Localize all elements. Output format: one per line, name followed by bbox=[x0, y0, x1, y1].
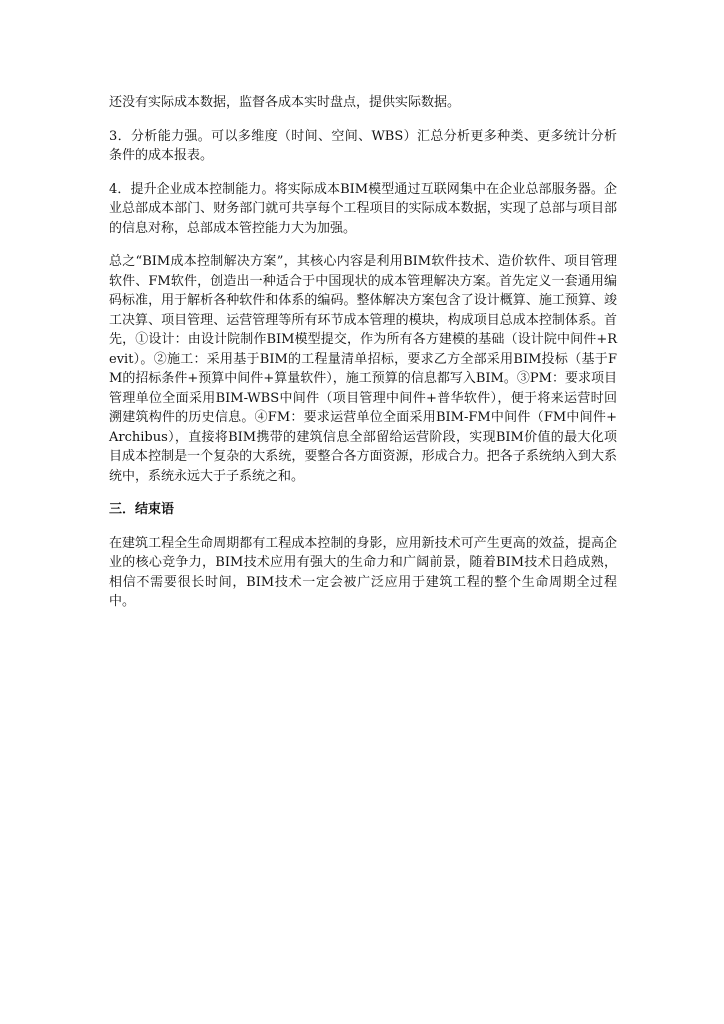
paragraph-summary: 总之“BIM成本控制解决方案”，其核心内容是利用BIM软件技术、造价软件、项目管理软件、FM软件，创造出一种适合于中国现状的成本管理解决方案。首先定义一套通用编码标准，用于解析各种软件和体系的编码。整体解决方案包含了设计概算、施工预算、竣工决算、项目管理、运营管理等所有环节成本管理的模块，构成项目总成本控制体系。首先，①设计：由设计院制作BIM模型提交，作为所有各方建模的基础（设计院中间件+Revit）。②施工：采用基于BIM的工程量清单招标，要求乙方全部采用BIM投标（基于FM的招标条件+预算中间件+算量软件），施工预算的信息都写入BIM。③PM：要求项目管理单位全面采用BIM-WBS中间件（项目管理中间件+普华软件），便于将来运营时回溯建筑构件的历史信息。④FM：要求运营单位全面采用BIM-FM中间件（FM中间件+Archibus），直接将BIM携带的建筑信息全部留给运营阶段，实现BIM价值的最大化项目成本控制是一个复杂的大系统，要整合各方面资源，形成合力。把各子系统纳入到大系统中，系统永远大于子系统之和。 bbox=[109, 254, 617, 484]
document-page bbox=[109, 93, 617, 612]
paragraph-point-3: 3．分析能力强。可以多维度（时间、空间、WBS）汇总分析更多种类、更多统计分析条件的成本报表。 bbox=[109, 128, 617, 163]
paragraph-point-4: 4．提升企业成本控制能力。将实际成本BIM模型通过互联网集中在企业总部服务器。企业总部成本部门、财务部门就可共享每个工程项目的实际成本数据，实现了总部与项目部的信息对称，总部成本管控能力大为加强。 bbox=[109, 181, 617, 236]
paragraph-conclusion: 在建筑工程全生命周期都有工程成本控制的身影，应用新技术可产生更高的效益，提高企业的核心竞争力，BIM技术应用有强大的生命力和广阔前景，随着BIM技术日趋成熟，相信不需要很长时间，BIM技术一定会被广泛应用于建筑工程的整个生命周期全过程中。 bbox=[109, 535, 617, 609]
paragraph-continuation: 还没有实际成本数据，监督各成本实时盘点，提供实际数据。 bbox=[109, 95, 461, 110]
section-heading-conclusion: 三．结束语 bbox=[109, 502, 175, 517]
